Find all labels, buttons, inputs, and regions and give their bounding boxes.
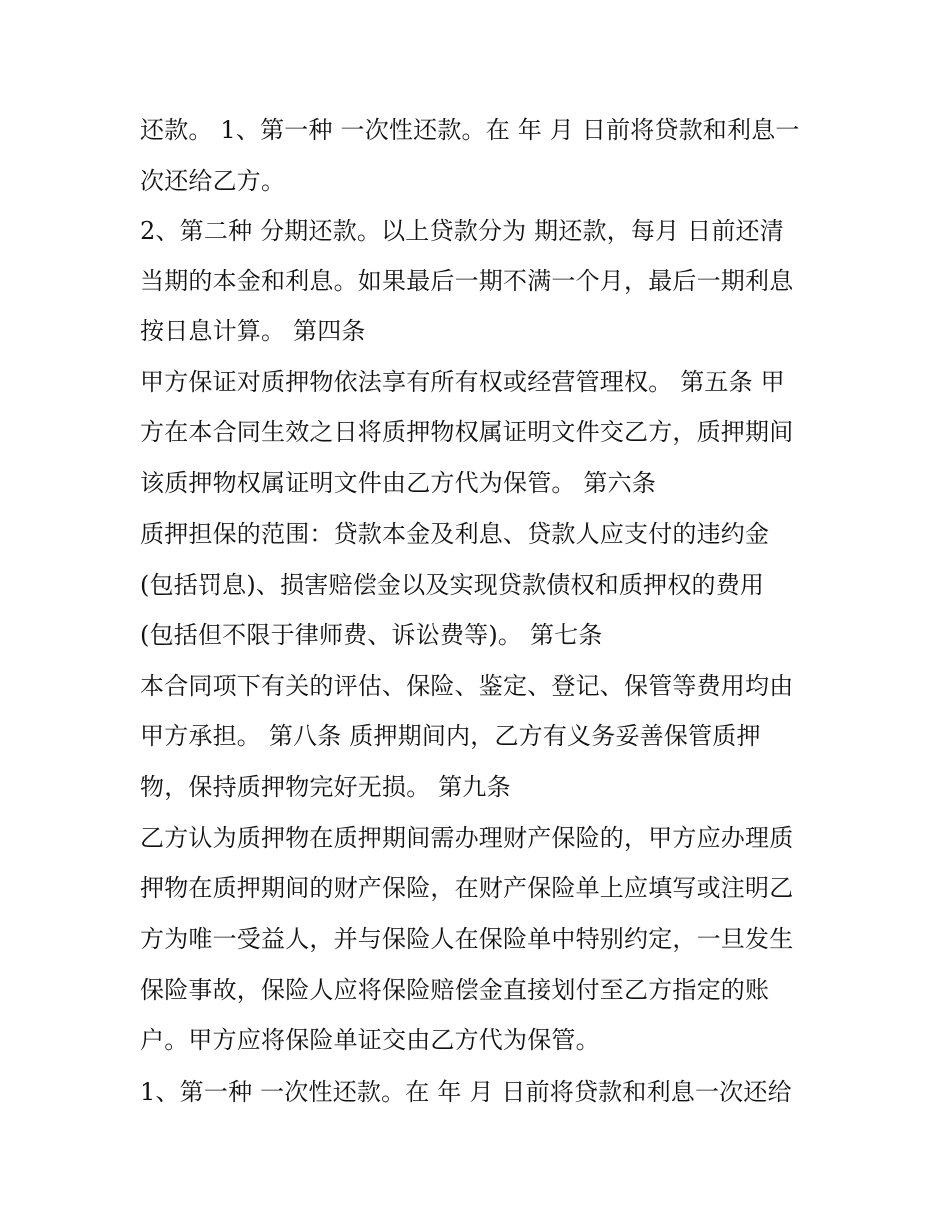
text-line: (包括罚息)、损害赔偿金以及实现贷款债权和质押权的费用 [140,571,765,599]
text-line: 甲方保证对质押物依法享有所有权或经营管理权。 第五条 甲 [140,368,785,396]
text-line: 次还给乙方。 [140,167,286,195]
text-line: 质押担保的范围：贷款本金及利息、贷款人应支付的违约金 [140,520,770,548]
text-line: 物，保持质押物完好无损。 第九条 [140,773,511,801]
text-line: 该质押物权属证明文件由乙方代为保管。 第六条 [140,469,657,497]
text-line: 保险事故，保险人应将保险赔偿金直接划付至乙方指定的账 [140,976,770,1004]
text-line: 按日息计算。 第四条 [140,317,366,345]
text-line: 还款。 1、第一种 一次性还款。在 年 月 日前将贷款和利息一 [140,116,800,144]
text-line: (包括但不限于律师费、诉讼费等)。 第七条 [140,621,603,649]
text-line: 本合同项下有关的评估、保险、鉴定、登记、保管等费用均由 [140,672,794,700]
text-line: 2、第二种 分期还款。以上贷款分为 期还款，每月 日前还清 [140,217,784,245]
text-line: 甲方承担。 第八条 质押期间内，乙方有义务妥善保管质押 [140,722,761,750]
text-line: 当期的本金和利息。如果最后一期不满一个月，最后一期利息 [140,267,794,295]
text-line: 方在本合同生效之日将质押物权属证明文件交乙方，质押期间 [140,418,794,446]
text-line: 押物在质押期间的财产保险，在财产保险单上应填写或注明乙 [140,874,794,902]
text-line: 乙方认为质押物在质押期间需办理财产保险的，甲方应办理质 [140,824,794,852]
text-line: 户。甲方应将保险单证交由乙方代为保管。 [140,1026,600,1054]
text-line: 方为唯一受益人，并与保险人在保险单中特别约定，一旦发生 [140,925,794,953]
text-line: 1、第一种 一次性还款。在 年 月 日前将贷款和利息一次还给 [140,1078,792,1106]
